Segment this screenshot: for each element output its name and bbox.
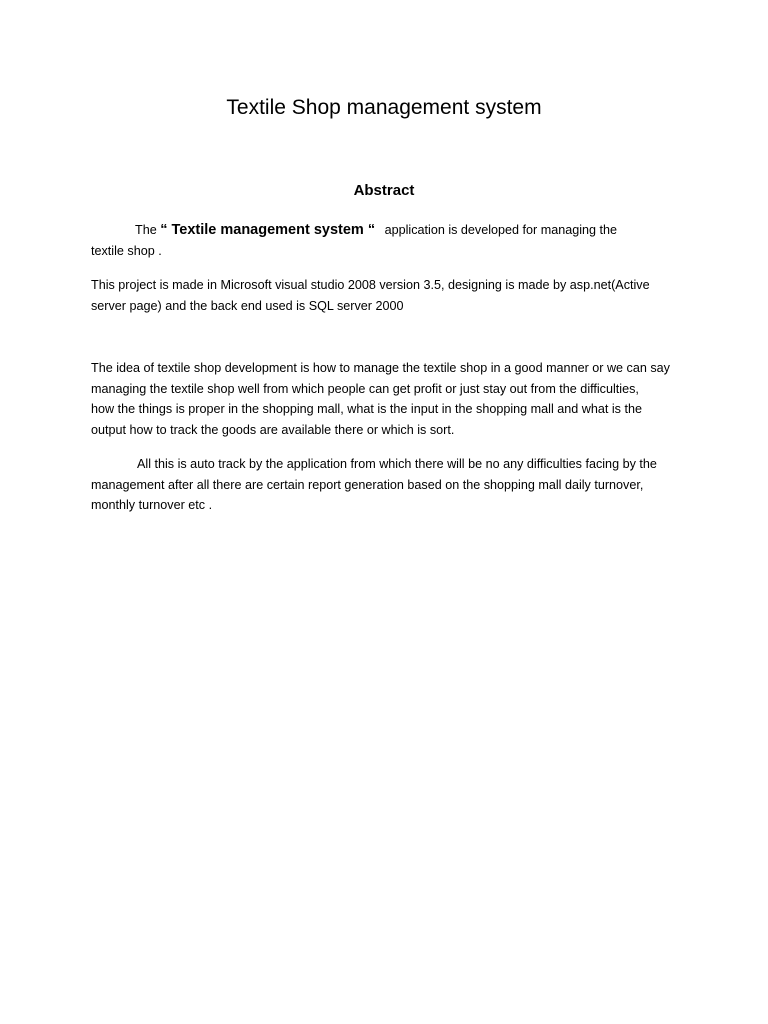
paragraph-intro-rest-line2: textile shop . [91,243,162,258]
paragraph-idea-line: The idea of textile shop development is how to manage the textile shop in a good manner or we can say [91,361,670,375]
document-title: Textile Shop management system [226,96,542,119]
paragraph-idea-line: how the things is proper in the shopping mall, what is the input in the shopping mall and what is the [91,402,642,416]
paragraph-autotrack-line: management after all there are certain report generation based on the shopping mall daily turnover, [91,477,644,492]
abstract-heading: Abstract [353,182,415,199]
paragraph-idea [91,358,681,440]
paragraph-autotrack-line: monthly turnover etc . [91,498,213,512]
paragraph-project-line: This project is made in Microsoft visual studio 2008 version 3.5, designing is made by asp.net(Active [91,278,650,292]
paragraph-autotrack-line: All this is auto track by the application from which there will be no any difficulties facing by the [137,457,657,471]
paragraph-intro-quoted-title: “ Textile management system “ [160,222,376,238]
paragraph-intro-lead: The [135,223,157,237]
paragraph-project-line: server page) and the back end used is SQL server 2000 [91,298,404,313]
paragraph-autotrack [91,454,681,516]
paragraph-idea-line: managing the textile shop well from which people can get profit or just stay out from the difficulties, [91,381,639,396]
paragraph-idea-line: output how to track the goods are available there or which is sort. [91,422,455,437]
paragraph-intro-rest: application is developed for managing the [384,223,618,237]
paragraph-intro [91,220,681,261]
paragraph-project [91,275,681,316]
